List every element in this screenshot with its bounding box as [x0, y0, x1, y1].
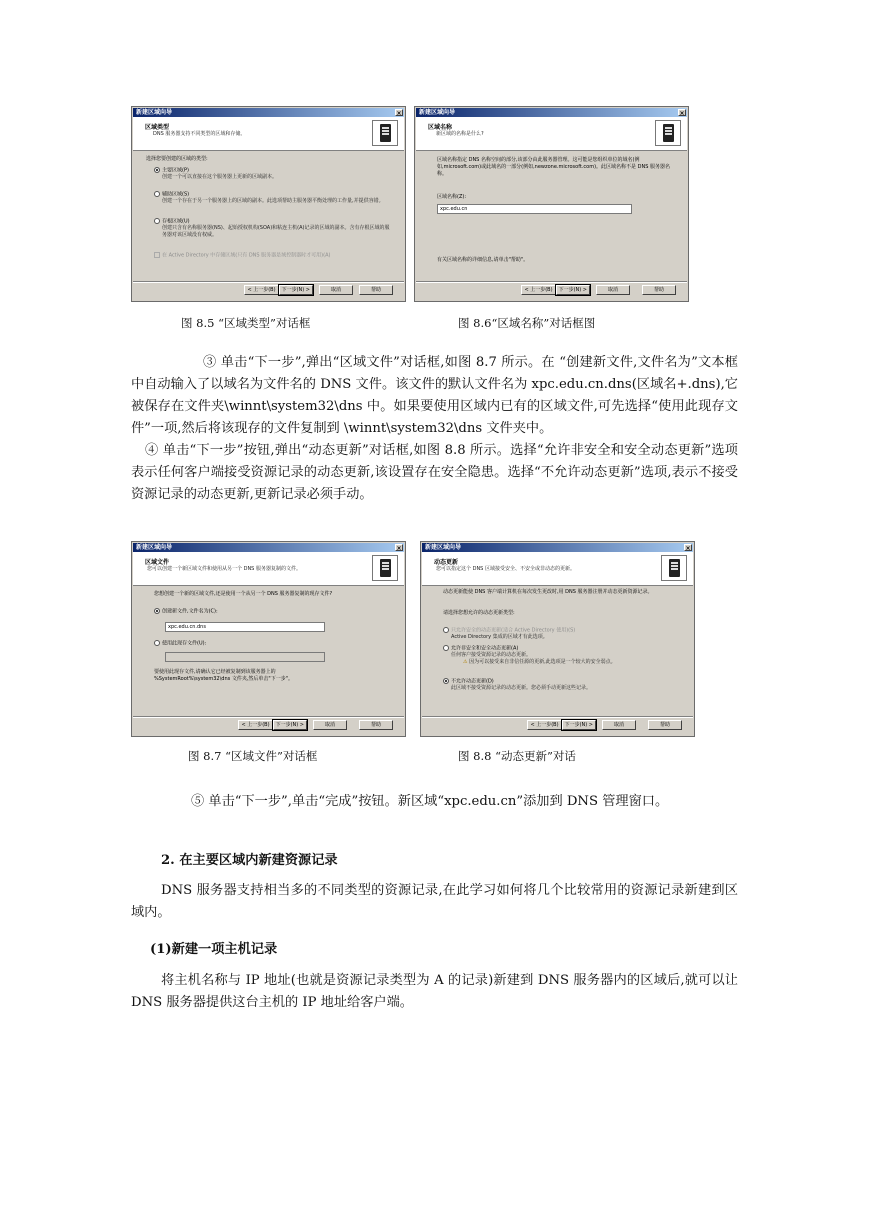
close-icon[interactable]: ×	[396, 110, 402, 117]
title-bar	[133, 543, 404, 552]
option-desc: 任何客户接受资源记录的动态更新。	[451, 652, 532, 658]
divider	[133, 716, 404, 718]
option-label: 不允许动态更新(D)	[451, 678, 494, 685]
paragraph-step5: ⑤ 单击“下一步”,单击“完成”按钮。新区域“xpc.edu.cn”添加到 DNS 管理窗口。	[191, 794, 669, 809]
next-button[interactable]: 下一步(N) >	[273, 720, 307, 730]
caption-fig-8-8: 图 8.8 “动态更新”对话	[458, 749, 576, 763]
button-row	[518, 285, 676, 296]
cancel-button[interactable]: 取消	[313, 720, 347, 730]
option-label: 允许非安全和安全动态更新(A)	[451, 645, 519, 652]
caption-fig-8-6: 图 8.6“区域名称”对话框图	[458, 316, 596, 330]
option-label: 创建新文件,文件名为(C):	[162, 608, 218, 615]
divider	[416, 281, 687, 283]
close-icon[interactable]: ×	[679, 110, 685, 117]
prompt: 请选择您想允许的动态更新类型:	[443, 610, 515, 616]
next-button[interactable]: 下一步(N) >	[279, 285, 313, 295]
paragraph-intro: DNS 服务器支持相当多的不同类型的资源记录,在此学习如何将几个比较常用的资源记录新建到区域内。	[131, 883, 738, 920]
existing-file-input[interactable]	[165, 652, 325, 662]
option-create-new-file[interactable]	[154, 608, 218, 615]
help-button[interactable]: 帮助	[648, 720, 682, 730]
ad-store-checkbox[interactable]	[154, 252, 399, 259]
header-title: 区域类型	[145, 124, 170, 131]
button-row	[235, 720, 393, 731]
server-icon	[661, 555, 687, 581]
zone-name-label: 区域名称(Z):	[437, 194, 467, 200]
server-icon	[655, 120, 681, 146]
help-hint: 有关区域名称的详细信息,请单击"帮助"。	[437, 257, 529, 263]
title-bar	[416, 108, 687, 117]
cancel-button[interactable]: 取消	[319, 285, 353, 295]
option-label: 存根区域(U)	[162, 218, 190, 225]
wizard-header	[133, 117, 404, 151]
back-button[interactable]: < 上一步(B)	[244, 285, 278, 295]
back-button[interactable]: < 上一步(B)	[238, 720, 272, 730]
title-bar	[422, 543, 693, 552]
paragraph-host-record: 将主机名称与 IP 地址(也就是资源记录类型为 A 的记录)新建到 DNS 服务器内的区域后,就可以让 DNS 服务器提供这台主机的 IP 地址给客户端。	[131, 973, 738, 1010]
back-button[interactable]: < 上一步(B)	[527, 720, 561, 730]
cancel-button[interactable]: 取消	[602, 720, 636, 730]
dialog-zone-name	[414, 106, 689, 302]
option-desc: Active Directory 集成的区域才有此选项。	[451, 634, 548, 640]
warning-line	[463, 659, 688, 666]
dialog-title: 新建区域向导	[425, 544, 462, 551]
wizard-header	[422, 552, 693, 586]
wizard-header	[416, 117, 687, 151]
caption-fig-8-5: 图 8.5 “区域类型”对话框	[181, 316, 311, 330]
header-subtitle: 您可以创建一个新区域文件和使用从另一个 DNS 服务器复制的文件。	[147, 566, 301, 572]
option-desc: 创建一个存在于另一个服务器上的区域的副本。此选项帮助主服务器平衡处理的工作量,并提供容错。	[162, 198, 384, 204]
option-desc: 创建只含有名称服务器(NS)、起始授权机构(SOA)和粘连主机(A)记录的区域的副本。含有存根区域的服务器对该区域没有权威。	[162, 225, 390, 238]
option-secure-only[interactable]	[443, 627, 683, 641]
close-icon[interactable]: ×	[685, 545, 691, 552]
radio-icon[interactable]	[443, 645, 449, 651]
button-row	[524, 720, 682, 731]
option-nonsecure-and-secure[interactable]	[443, 645, 688, 665]
option-no-dynamic-update[interactable]	[443, 678, 688, 692]
header-title: 区域文件	[145, 559, 170, 566]
dialog-title: 新建区域向导	[419, 109, 456, 116]
header-subtitle: 新区域的名称是什么?	[436, 131, 484, 137]
help-button[interactable]: 帮助	[642, 285, 676, 295]
note: 要使用此现存文件,请确认它已经被复制到该服务器上的 %SystemRoot%\system32\dns 文件夹,然后单击"下一步"。	[154, 669, 294, 682]
radio-selected-icon[interactable]	[154, 608, 160, 614]
option-desc: 创建一个可以直接在这个服务器上更新的区域副本。	[162, 174, 278, 180]
option-stub-zone[interactable]	[154, 218, 394, 238]
radio-icon[interactable]	[154, 191, 160, 197]
option-desc: 此区域不接受资源记录的动态更新。您必须手动更新这些记录。	[451, 685, 592, 691]
dialog-title: 新建区域向导	[136, 544, 173, 551]
cancel-button[interactable]: 取消	[596, 285, 630, 295]
warning-text: 因为可以接受来自非信任源的更新,此选项是一个较大的安全弱点。	[469, 658, 616, 665]
radio-selected-icon[interactable]	[154, 167, 160, 173]
next-button[interactable]: 下一步(N) >	[562, 720, 596, 730]
wizard-header	[133, 552, 404, 586]
help-button[interactable]: 帮助	[359, 720, 393, 730]
help-button[interactable]: 帮助	[359, 285, 393, 295]
paragraph-step4: ④ 单击“下一步”按钮,弹出“动态更新”对话框,如图 8.8 所示。选择“允许非安全和安全动态更新”选项表示任何客户端接受资源记录的动态更新,该设置存在安全隐患。选择“不允许动态更新”选项,表示不接受资源记录的动态更新,更新记录必须手动。	[131, 443, 738, 502]
title-bar	[133, 108, 404, 117]
checkbox-label: 在 Active Directory 中存储区域(只有 DNS 服务器是域控制器时才可用)(A)	[162, 252, 331, 259]
description: 动态更新能使 DNS 客户端计算机在每次发生更改时,用 DNS 服务器注册并动态更新资源记录。	[443, 589, 653, 595]
dialog-title: 新建区域向导	[136, 109, 173, 116]
warning-icon: ⚠	[463, 658, 468, 665]
checkbox-icon[interactable]	[154, 252, 160, 258]
radio-icon[interactable]	[154, 640, 160, 646]
next-button[interactable]: 下一步(N) >	[556, 285, 590, 295]
divider	[422, 716, 693, 718]
new-file-input[interactable]: xpc.edu.cn.dns	[165, 622, 325, 632]
option-label: 辅助区域(S)	[162, 191, 190, 198]
back-button[interactable]: < 上一步(B)	[521, 285, 555, 295]
header-subtitle: DNS 服务器支持不同类型的区域和存储。	[153, 131, 246, 137]
section-heading: 2. 在主要区域内新建资源记录	[161, 853, 338, 868]
divider	[133, 281, 404, 283]
dialog-dynamic-update	[420, 541, 695, 737]
radio-selected-icon[interactable]	[443, 678, 449, 684]
dialog-zone-file	[131, 541, 406, 737]
option-label: 使用此现存文件(U):	[162, 640, 207, 647]
dialog-zone-type	[131, 106, 406, 302]
prompt: 选择您要创建的区域的类型:	[146, 156, 208, 162]
close-icon[interactable]: ×	[396, 545, 402, 552]
caption-fig-8-7: 图 8.7 “区域文件”对话框	[188, 749, 318, 763]
option-label: 主要区域(P)	[162, 167, 189, 174]
prompt: 您想创建一个新的区域文件,还是使用一个从另一个 DNS 服务器复制的现存文件?	[154, 591, 333, 597]
server-icon	[372, 555, 398, 581]
radio-icon[interactable]	[154, 218, 160, 224]
description: 区域名称指定 DNS 名称空间的部分,该部分由此服务器管理。这可能是您组织单位的域名(例如,microsoft.com)或此域名的一部分(例如,newzone.microsoft.com)。此区域名称不是 DNS 服务器名称。	[437, 157, 670, 177]
header-title: 区域名称	[428, 124, 453, 131]
option-secondary-zone[interactable]	[154, 191, 394, 205]
subsection-heading: (1)新建一项主机记录	[150, 942, 278, 957]
header-subtitle: 您可以指定这个 DNS 区域接受安全、不安全或非动态的更新。	[436, 566, 575, 572]
header-title: 动态更新	[434, 559, 459, 566]
option-use-existing-file[interactable]	[154, 640, 206, 647]
option-label: 只允许安全的动态更新(适合 Active Directory 使用)(S)	[451, 627, 576, 634]
radio-icon[interactable]	[443, 627, 449, 633]
option-primary-zone[interactable]	[154, 167, 394, 181]
paragraph-step3: ③ 单击“下一步”,弹出“区域文件”对话框,如图 8.7 所示。在 “创建新文件,文件名为”文本框中自动输入了以域名为文件名的 DNS 文件。该文件的默认文件名为 xpc.edu.cn.dns(区域名+.dns),它被保存在文件夹\winnt\system32\dns 中。如果要使用区域内已有的区域文件,可先选择“使用此现存文件”一项,然后将该现存的文件复制到 \winnt\system32\dns 文件夹中。	[131, 355, 738, 436]
zone-name-input[interactable]: xpc.edu.cn	[437, 204, 632, 214]
server-icon	[372, 120, 398, 146]
button-row	[241, 285, 393, 296]
